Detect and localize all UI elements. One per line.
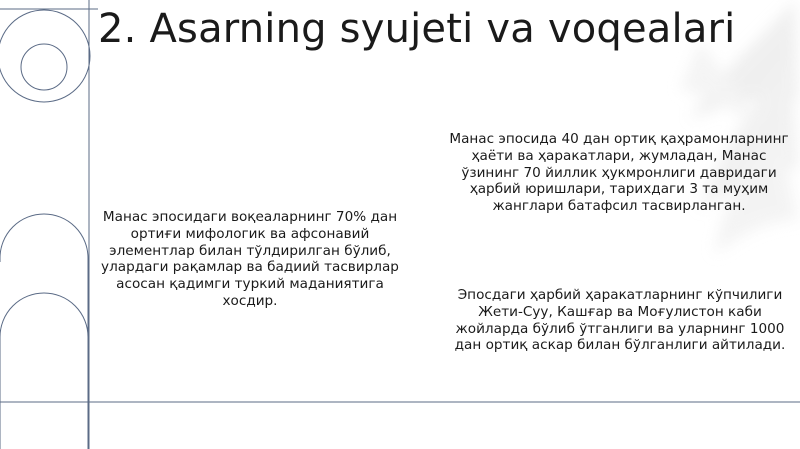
arch-lower: [0, 293, 88, 449]
circle-small: [21, 44, 67, 90]
circle-large: [0, 10, 90, 102]
slide-title: 2. Asarning syujeti va voqealari: [98, 6, 736, 52]
paragraph-right-top: Манас эпосида 40 дан ортиқ қаҳрамонларнинг ҳаёти ва ҳаракатлари, жумладан, Манас ўзининг 70 йиллик ҳукмронлиги давридаги ҳарбий юришлари, тарихдаги 3 та муҳим жанглари батафсил тасвирланган.: [449, 131, 789, 215]
arch-upper: [0, 214, 88, 449]
paragraph-right-bottom: Эпосдаги ҳарбий ҳаракатларнинг кўпчилиги Жети-Суу, Кашғар ва Моғулистон каби жойларда бўлиб ўтганлиги ва уларнинг 1000 дан ортиқ аскар билан бўлганлиги айтилади.: [454, 287, 786, 354]
paragraph-left: Манас эпосидаги воқеаларнинг 70% дан ортиғи мифологик ва афсонавий элементлар билан тўлдирилган бўлиб, улардаги рақамлар ва бадиий тасвирлар асосан қадимги туркий маданиятига хосдир.: [101, 209, 399, 309]
